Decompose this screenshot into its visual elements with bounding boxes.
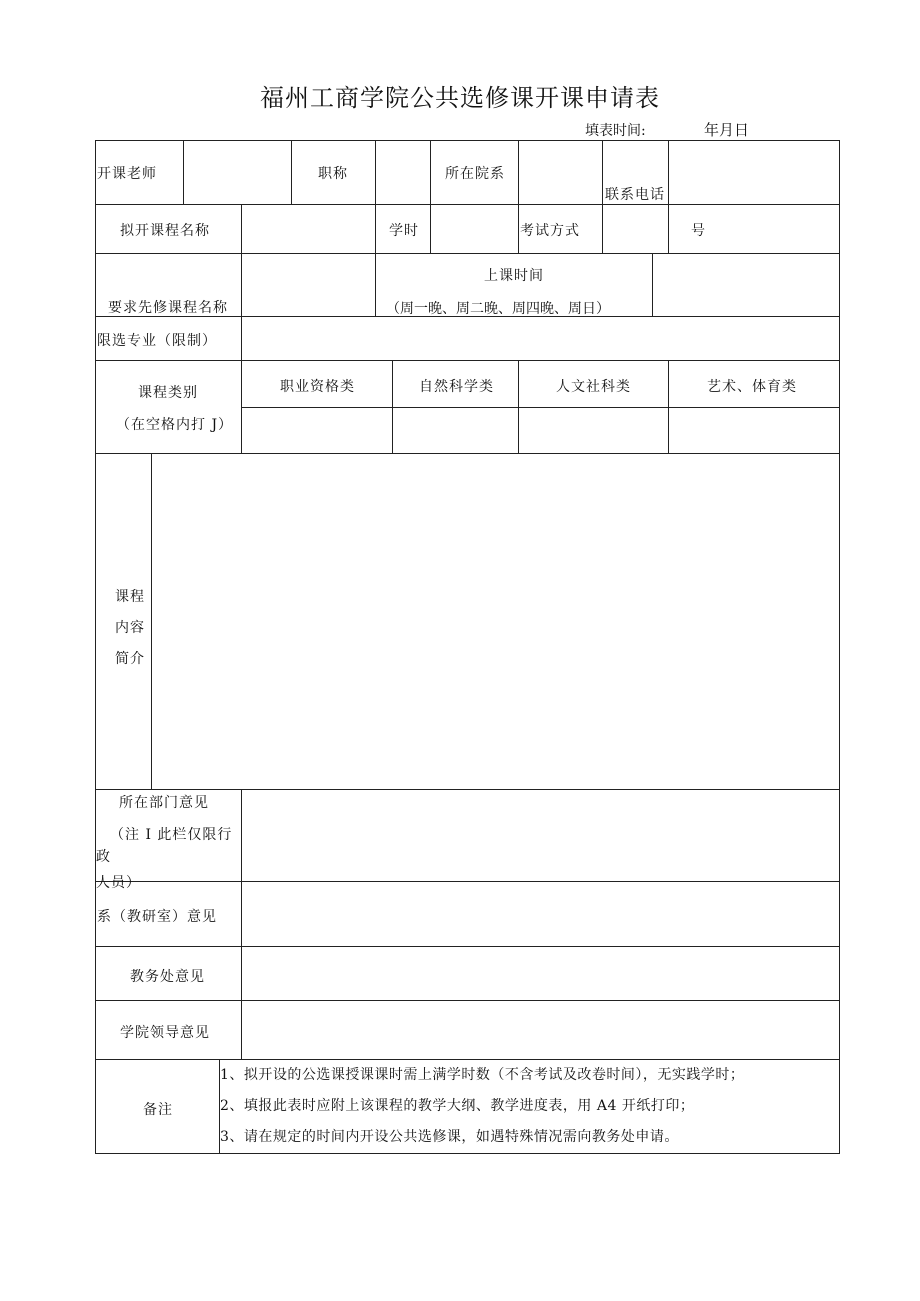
academic-opinion-label: 教务处意见 [130, 969, 205, 985]
grid-line [668, 360, 669, 453]
grid-line [518, 360, 519, 453]
dept-opinion-line3: 政 [96, 849, 111, 865]
grid-line [652, 253, 653, 316]
category-option-science: 自然科学类 [419, 379, 494, 395]
grid-line [602, 140, 603, 204]
dept-opinion-cell [96, 790, 240, 891]
grid-line [602, 204, 603, 253]
notes-label: 备注 [143, 1102, 173, 1118]
course-name-label: 拟开课程名称 [120, 223, 210, 239]
grid-line [839, 140, 840, 1154]
leader-opinion-label: 学院领导意见 [120, 1025, 210, 1041]
dept-opinion-line4: 人员） [96, 875, 141, 891]
grid-line [375, 204, 376, 253]
grid-line [95, 253, 840, 254]
grid-line [430, 204, 431, 253]
prereq-label: 要求先修课程名称 [108, 300, 228, 316]
category-option-humanities: 人文社科类 [556, 379, 631, 395]
grid-line [668, 140, 669, 204]
note-item-1: 1、拟开设的公选课授课课时需上满学时数（不含考试及改卷时间），无实践学时； [220, 1067, 745, 1083]
grid-line [241, 204, 242, 253]
category-hint: （在空格内打 J） [116, 417, 234, 433]
note-item-3: 3、请在规定的时间内开设公共选修课，如遇特殊情况需向教务处申请。 [220, 1129, 679, 1145]
rank-label: 职称 [318, 166, 348, 182]
grid-line [95, 881, 840, 882]
grid-line [95, 1153, 840, 1154]
number-label: 号 [691, 223, 706, 239]
grid-line [95, 204, 840, 205]
grid-line [392, 360, 393, 453]
grid-line [95, 1000, 840, 1001]
grid-line [668, 204, 669, 253]
grid-line [241, 789, 242, 1059]
category-label: 课程类别 [138, 385, 198, 401]
grid-line [95, 946, 840, 947]
dept-label: 所在院系 [445, 166, 505, 182]
grid-line [375, 140, 376, 204]
major-label: 限选专业（限制） [97, 333, 217, 349]
phone-label: 联系电话 [605, 187, 665, 203]
grid-line [95, 360, 840, 361]
grid-line [183, 140, 184, 204]
grid-line [95, 140, 96, 1154]
dept-opinion-line1: 所在部门意见 [119, 795, 209, 811]
grid-line [241, 316, 242, 360]
intro-label-line1: 课程 [115, 589, 145, 605]
grid-line [375, 253, 376, 316]
grid-line [95, 140, 840, 141]
grid-line [518, 204, 519, 253]
grid-line [151, 453, 152, 789]
grid-line [241, 360, 242, 453]
hours-label: 学时 [389, 223, 419, 239]
grid-line [241, 253, 242, 316]
class-time-label: 上课时间 [484, 268, 544, 284]
fill-date-value: 年月日 [704, 121, 750, 139]
form-title: 福州工商学院公共选修课开课申请表 [260, 84, 660, 112]
fill-date-label: 填表时间: [585, 123, 646, 139]
grid-line [241, 407, 840, 408]
grid-line [291, 140, 292, 204]
section-opinion-label: 系（教研室）意见 [97, 909, 217, 925]
grid-line [95, 1059, 840, 1060]
grid-line [95, 453, 840, 454]
category-option-vocational: 职业资格类 [280, 379, 355, 395]
teacher-label: 开课老师 [97, 166, 157, 182]
class-time-options: （周一晚、周二晚、周四晚、周日） [386, 301, 610, 317]
note-item-2: 2、填报此表时应附上该课程的教学大纲、教学进度表，用 A4 开纸打印； [220, 1098, 695, 1114]
dept-opinion-line2: （注 I 此栏仅限行 [110, 827, 233, 843]
grid-line [430, 140, 431, 204]
intro-label-line2: 内容 [115, 620, 145, 636]
grid-line [518, 140, 519, 204]
exam-method-label: 考试方式 [520, 223, 580, 239]
category-option-arts-sports: 艺术、体育类 [707, 379, 797, 395]
intro-label-line3: 简介 [115, 651, 145, 667]
